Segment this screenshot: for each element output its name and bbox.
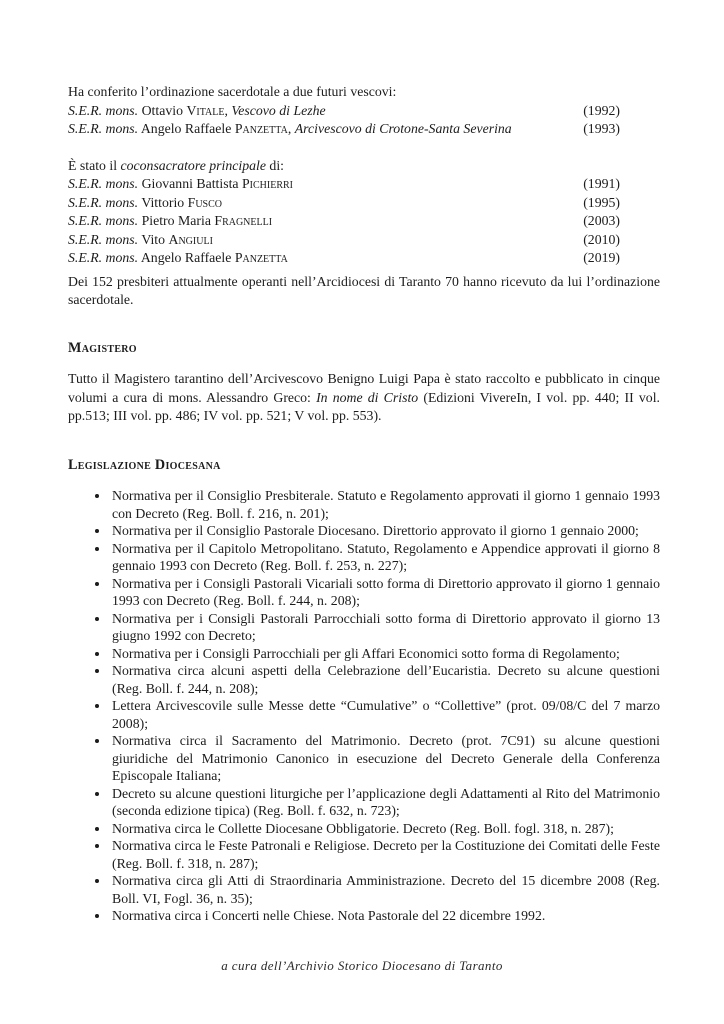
given-name: Ottavio	[138, 102, 187, 118]
see-title: Arcivescovo di Crotone-Santa Severina	[294, 121, 512, 136]
list-item: • Normativa per il Capitolo Metropolitano. Statuto, Regolamento e Appendice approvati il giorno 8 gennaio 1993 con Decreto (Reg. Boll. f. 253, n. 227);	[110, 540, 660, 575]
surname: Vitale	[186, 102, 225, 118]
separator: ,	[224, 102, 232, 118]
ordinations-list	[68, 102, 660, 139]
honorific: S.E.R. mons.	[68, 231, 139, 247]
coconsecration-row	[68, 194, 660, 213]
year: (2003)	[583, 213, 620, 228]
list-item: • Normativa circa le Collette Diocesane Obbligatorie. Decreto (Reg. Boll. fogl. 318, n. 287);	[110, 820, 660, 838]
ordination-row	[68, 120, 660, 139]
bishop-name	[68, 194, 583, 213]
year: (1991)	[583, 176, 620, 191]
bishop-name	[68, 231, 583, 250]
year: (2019)	[583, 250, 620, 265]
page-footer: a cura dell’Archivio Storico Diocesano di Taranto	[221, 958, 503, 973]
bishop-name	[68, 102, 583, 121]
year: (1993)	[583, 121, 620, 136]
list-item: • Normativa per il Consiglio Presbiterale. Statuto e Regolamento approvati il giorno 1 gennaio 1993 con Decreto (Reg. Boll. f. 216, n. 201);	[110, 487, 660, 522]
coconsecrations-list	[68, 175, 660, 268]
coconsecration-row	[68, 212, 660, 231]
legislazione-list	[68, 487, 660, 925]
given-name: Angelo Raffaele	[138, 250, 235, 265]
given-name: Angelo Raffaele	[138, 121, 235, 136]
honorific: S.E.R. mons.	[68, 121, 139, 136]
see-title: Vescovo di Lezhe	[231, 102, 326, 118]
surname: Pichierri	[242, 176, 294, 191]
given-name: Vito	[138, 231, 169, 247]
given-name: Pietro Maria	[138, 213, 215, 228]
bishop-name	[68, 212, 583, 231]
bishop-name	[68, 120, 583, 139]
honorific: S.E.R. mons.	[68, 250, 139, 265]
honorific: S.E.R. mons.	[68, 194, 139, 210]
paragraph-text: Tutto il Magistero tarantino dell’Arcivescovo Benigno Luigi Papa è stato raccolto e pubblicato in cinque volumi a cura di mons. Alessandro Greco:	[68, 371, 660, 405]
coconsecration-row	[68, 249, 660, 268]
given-name: Giovanni Battista	[138, 176, 242, 191]
bishop-name	[68, 249, 583, 268]
separator: ,	[287, 121, 295, 136]
surname: Fragnelli	[214, 213, 273, 228]
coconsecration-row	[68, 175, 660, 194]
surname: Panzetta	[234, 250, 288, 265]
list-item: • Normativa circa alcuni aspetti della Celebrazione dell’Eucaristia. Decreto su alcune questioni (Reg. Boll. f. 244, n. 208);	[110, 662, 660, 697]
year: (1995)	[583, 194, 620, 210]
ordination-row	[68, 102, 660, 121]
list-item: • Normativa per il Consiglio Pastorale Diocesano. Direttorio approvato il giorno 1 gennaio 2000;	[110, 522, 660, 540]
coconsecrations-lead	[68, 157, 660, 176]
page-content	[68, 0, 660, 925]
book-title: In nome di Cristo	[316, 389, 419, 405]
stats-paragraph: Dei 152 presbiteri attualmente operanti nell’Arcidiocesi di Taranto 70 hanno ricevuto da lui l’ordinazione sacerdotale.	[68, 273, 660, 307]
legislazione-heading: Legislazione Diocesana	[68, 456, 221, 473]
lead-text: di:	[265, 157, 284, 173]
list-item: • Normativa circa gli Atti di Straordinaria Amministrazione. Decreto del 15 dicembre 2008 (Reg. Boll. VI, Fogl. 36, n. 35);	[110, 872, 660, 907]
honorific: S.E.R. mons.	[68, 213, 139, 228]
list-item: • Normativa circa le Feste Patronali e Religiose. Decreto per la Costituzione dei Comitati delle Feste (Reg. Boll. f. 318, n. 287);	[110, 837, 660, 872]
year: (2010)	[583, 231, 620, 247]
list-item: • Normativa per i Consigli Parrocchiali per gli Affari Economici sotto forma di Regolamento;	[110, 645, 660, 663]
list-item: • Normativa per i Consigli Pastorali Parrocchiali sotto forma di Direttorio approvato il giorno 13 giugno 1992 con Decreto;	[110, 610, 660, 645]
list-item: • Normativa circa il Sacramento del Matrimonio. Decreto (prot. 7C91) su alcune questioni giuridiche del Matrimonio Canonico in esecuzione del Decreto Generale della Conferenza Episcopale Italiana;	[110, 732, 660, 785]
lead-italic: coconsacratore principale	[120, 157, 266, 173]
coconsecration-row	[68, 231, 660, 250]
ordinations-lead: Ha conferito l’ordinazione sacerdotale a due futuri vescovi:	[68, 84, 397, 99]
list-item: • Normativa per i Consigli Pastorali Vicariali sotto forma di Direttorio approvato il giorno 1 gennaio 1993 con Decreto (Reg. Boll. f. 244, n. 208);	[110, 575, 660, 610]
surname: Angiuli	[168, 231, 213, 247]
bishop-name	[68, 175, 583, 194]
paragraph-text: (Edizioni VivereIn, I vol. pp. 440; II vol. pp.513; III vol. pp. 486; IV vol. pp. 521; V vol. pp. 553).	[68, 389, 660, 423]
list-item: • Decreto su alcune questioni liturgiche per l’applicazione degli Adattamenti al Rito del Matrimonio (seconda edizione tipica) (Reg. Boll. f. 632, n. 723);	[110, 785, 660, 820]
surname: Panzetta	[234, 121, 288, 136]
list-item: • Normativa circa i Concerti nelle Chiese. Nota Pastorale del 22 dicembre 1992.	[110, 907, 660, 925]
lead-text: È stato il	[68, 157, 121, 173]
list-item: • Lettera Arcivescovile sulle Messe dette “Cumulative” o “Collettive” (prot. 09/08/C del 7 marzo 2008);	[110, 697, 660, 732]
given-name: Vittorio	[138, 194, 188, 210]
honorific: S.E.R. mons.	[68, 176, 139, 191]
magistero-paragraph	[68, 370, 660, 426]
year: (1992)	[583, 102, 620, 118]
magistero-heading: Magistero	[68, 339, 137, 356]
surname: Fusco	[187, 194, 223, 210]
honorific: S.E.R. mons.	[68, 102, 139, 118]
